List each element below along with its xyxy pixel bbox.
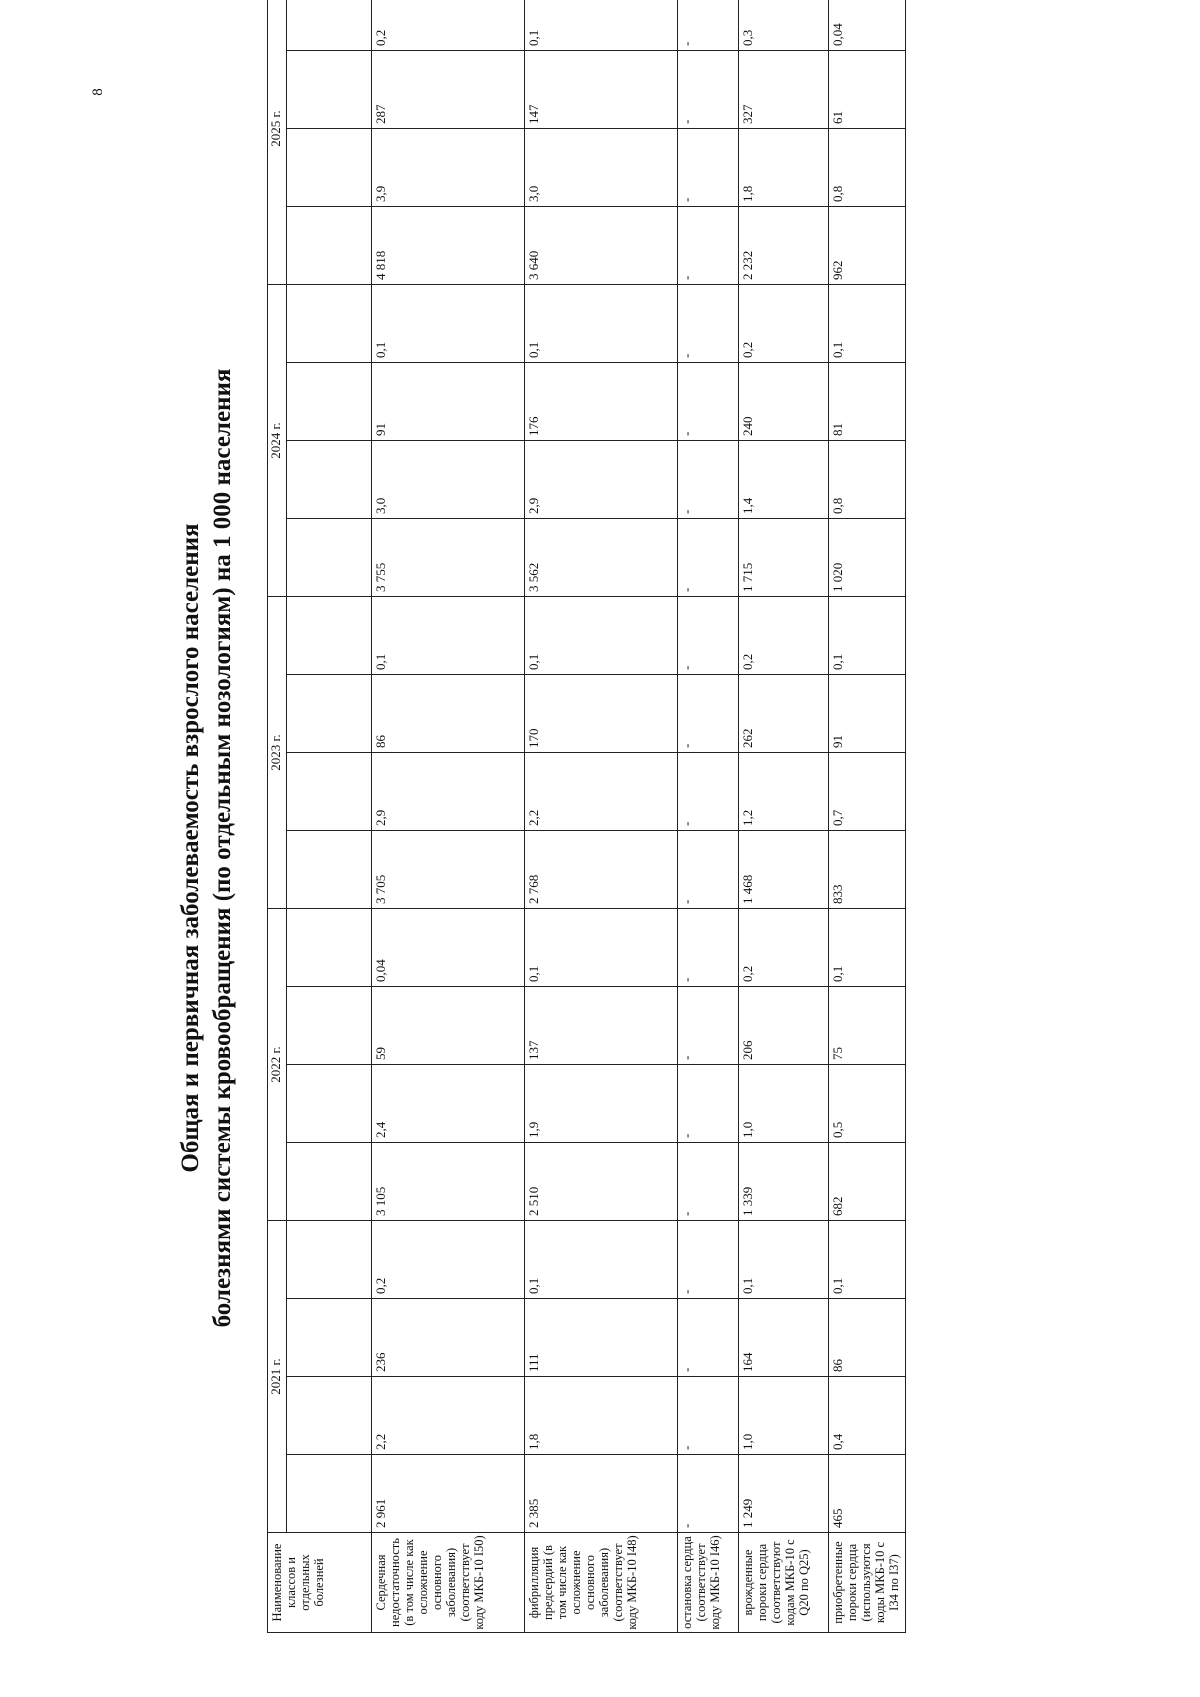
header-year: 2025 г. [268, 0, 287, 285]
table-cell: - [678, 1143, 739, 1221]
table-cell: 2,4 [372, 1065, 525, 1143]
table-cell: 682 [829, 1143, 906, 1221]
table-cell: 465 [829, 1455, 906, 1533]
table-body [372, 0, 906, 1633]
table-cell: 86 [372, 675, 525, 753]
table-cell: 0,7 [829, 753, 906, 831]
table-cell: - [678, 1455, 739, 1533]
table-cell: 0,1 [525, 1221, 678, 1299]
subheader-cell [287, 1455, 372, 1533]
table-cell: - [678, 909, 739, 987]
table-cell: 61 [829, 51, 906, 129]
table-cell: 137 [525, 987, 678, 1065]
table-cell: 0,1 [829, 1221, 906, 1299]
table-cell: 111 [525, 1299, 678, 1377]
table-cell: - [678, 831, 739, 909]
subheader-cell [287, 0, 372, 51]
table-cell: 0,2 [739, 285, 829, 363]
table-cell: - [678, 129, 739, 207]
table-row [372, 0, 525, 1633]
table-cell: 327 [739, 51, 829, 129]
table-cell: 0,1 [739, 1221, 829, 1299]
table-cell: 0,4 [829, 1377, 906, 1455]
row-name: остановка сердца (соответствует коду МКБ-10 I46) [678, 1533, 739, 1633]
table-cell: 833 [829, 831, 906, 909]
table-cell: - [678, 207, 739, 285]
table-cell: 3,0 [372, 441, 525, 519]
table-cell: 0,2 [372, 1221, 525, 1299]
table-cell: 0,1 [372, 285, 525, 363]
table-row [829, 0, 906, 1633]
page-title-line-1: Общая и первичная заболеваемость взрослого населения [177, 523, 204, 1173]
subheader-cell [287, 1143, 372, 1221]
table-row [739, 0, 829, 1633]
table-cell: 3 705 [372, 831, 525, 909]
page-number: 8 [90, 88, 106, 96]
table-cell: - [678, 519, 739, 597]
subheader-cell [287, 1299, 372, 1377]
table-cell: 1 020 [829, 519, 906, 597]
subheader-cell [287, 285, 372, 363]
table-cell: 0,1 [372, 597, 525, 675]
header-year: 2024 г. [268, 285, 287, 597]
subheader-cell [287, 207, 372, 285]
header-year: 2021 г. [268, 1221, 287, 1533]
table-cell: 75 [829, 987, 906, 1065]
table-cell: 2 961 [372, 1455, 525, 1533]
table-row [678, 0, 739, 1633]
table-cell: 2 768 [525, 831, 678, 909]
table-cell: 81 [829, 363, 906, 441]
table-cell: 3 105 [372, 1143, 525, 1221]
table-cell: 86 [829, 1299, 906, 1377]
table-cell: 3 755 [372, 519, 525, 597]
table-cell: 0,1 [829, 909, 906, 987]
table-cell: 0,2 [739, 909, 829, 987]
table-cell: 3 562 [525, 519, 678, 597]
table-row [525, 0, 678, 1633]
table-cell: 0,1 [829, 597, 906, 675]
page-title-line-2: болезнями системы кровообращения (по отдельным нозологиям) на 1 000 населения [209, 368, 236, 1328]
table-cell: 147 [525, 51, 678, 129]
table-cell: 1,8 [525, 1377, 678, 1455]
subheader-row [287, 0, 372, 1633]
subheader-cell [287, 987, 372, 1065]
table-cell: 262 [739, 675, 829, 753]
table-cell: 1,8 [739, 129, 829, 207]
table-cell: 1,0 [739, 1377, 829, 1455]
table-cell: 3,9 [372, 129, 525, 207]
table-cell: 91 [829, 675, 906, 753]
subheader-cell [287, 51, 372, 129]
table-cell: 2 510 [525, 1143, 678, 1221]
subheader-cell [287, 597, 372, 675]
table-cell: - [678, 1221, 739, 1299]
table-cell: 91 [372, 363, 525, 441]
table-cell: 0,1 [829, 285, 906, 363]
table-cell: 0,8 [829, 441, 906, 519]
subheader-cell [287, 129, 372, 207]
table-cell: 240 [739, 363, 829, 441]
table-cell: - [678, 597, 739, 675]
table-cell: 206 [739, 987, 829, 1065]
table-cell: 0,3 [739, 0, 829, 51]
table-cell: 2 232 [739, 207, 829, 285]
table-cell: 176 [525, 363, 678, 441]
table-cell: - [678, 441, 739, 519]
table-cell: - [678, 285, 739, 363]
table-cell: 59 [372, 987, 525, 1065]
table-cell: 2 385 [525, 1455, 678, 1533]
table-cell: - [678, 1299, 739, 1377]
header-year: 2023 г. [268, 597, 287, 909]
table-cell: 3,0 [525, 129, 678, 207]
table-cell: 1,4 [739, 441, 829, 519]
table-cell: 1 249 [739, 1455, 829, 1533]
table-cell: 2,2 [525, 753, 678, 831]
table-cell: - [678, 675, 739, 753]
table-cell: - [678, 987, 739, 1065]
header-year: 2022 г. [268, 909, 287, 1221]
subheader-cell [287, 831, 372, 909]
table-cell: 1 339 [739, 1143, 829, 1221]
table-cell: 0,04 [372, 909, 525, 987]
table-cell: 0,2 [739, 597, 829, 675]
subheader-cell [287, 363, 372, 441]
table-cell: 1 468 [739, 831, 829, 909]
subheader-cell [287, 753, 372, 831]
table-cell: 0,1 [525, 0, 678, 51]
table-cell: 3 640 [525, 207, 678, 285]
table-cell: 0,2 [372, 0, 525, 51]
table-cell: 0,1 [525, 909, 678, 987]
morbidity-table [267, 0, 906, 1633]
header-name-column: Наименование классов и отдельных болезней [268, 1533, 372, 1633]
table-cell: 0,1 [525, 597, 678, 675]
table-cell: 1,9 [525, 1065, 678, 1143]
subheader-cell [287, 1377, 372, 1455]
table-cell: 164 [739, 1299, 829, 1377]
row-name: врожденные пороки сердца (соответствуют кодам МКБ-10 с Q20 по Q25) [739, 1533, 829, 1633]
table-cell: 2,9 [372, 753, 525, 831]
table-cell: 0,5 [829, 1065, 906, 1143]
table-cell: - [678, 363, 739, 441]
table-cell: 0,8 [829, 129, 906, 207]
subheader-cell [287, 909, 372, 987]
subheader-cell [287, 1065, 372, 1143]
subheader-cell [287, 441, 372, 519]
table-cell: - [678, 753, 739, 831]
table-cell: 170 [525, 675, 678, 753]
table-cell: 0,1 [525, 285, 678, 363]
subheader-cell [287, 1221, 372, 1299]
rotated-content [175, 23, 1115, 1673]
table-cell: 4 818 [372, 207, 525, 285]
row-name: Сердечная недостаточность (в том числе как осложнение основного заболевания) (соответствует коду МКБ-10 I50) [372, 1533, 525, 1633]
table-cell: - [678, 1065, 739, 1143]
row-name: приобретенные пороки сердца (используются коды МКБ-10 с I34 по I37) [829, 1533, 906, 1633]
table-cell: 962 [829, 207, 906, 285]
subheader-cell [287, 519, 372, 597]
table-cell: - [678, 0, 739, 51]
table-cell: 287 [372, 51, 525, 129]
table-cell: 1,0 [739, 1065, 829, 1143]
subheader-cell [287, 675, 372, 753]
table-cell: - [678, 1377, 739, 1455]
table-cell: 2,9 [525, 441, 678, 519]
table-cell: 1 715 [739, 519, 829, 597]
row-name: фибрилляция предсердий (в том числе как осложнение основного заболевания) (соответствует коду МКБ-10 I48) [525, 1533, 678, 1633]
table-cell: 2,2 [372, 1377, 525, 1455]
table-cell: 1,2 [739, 753, 829, 831]
table-cell: 236 [372, 1299, 525, 1377]
table-cell: - [678, 51, 739, 129]
table-cell: 0,04 [829, 0, 906, 51]
